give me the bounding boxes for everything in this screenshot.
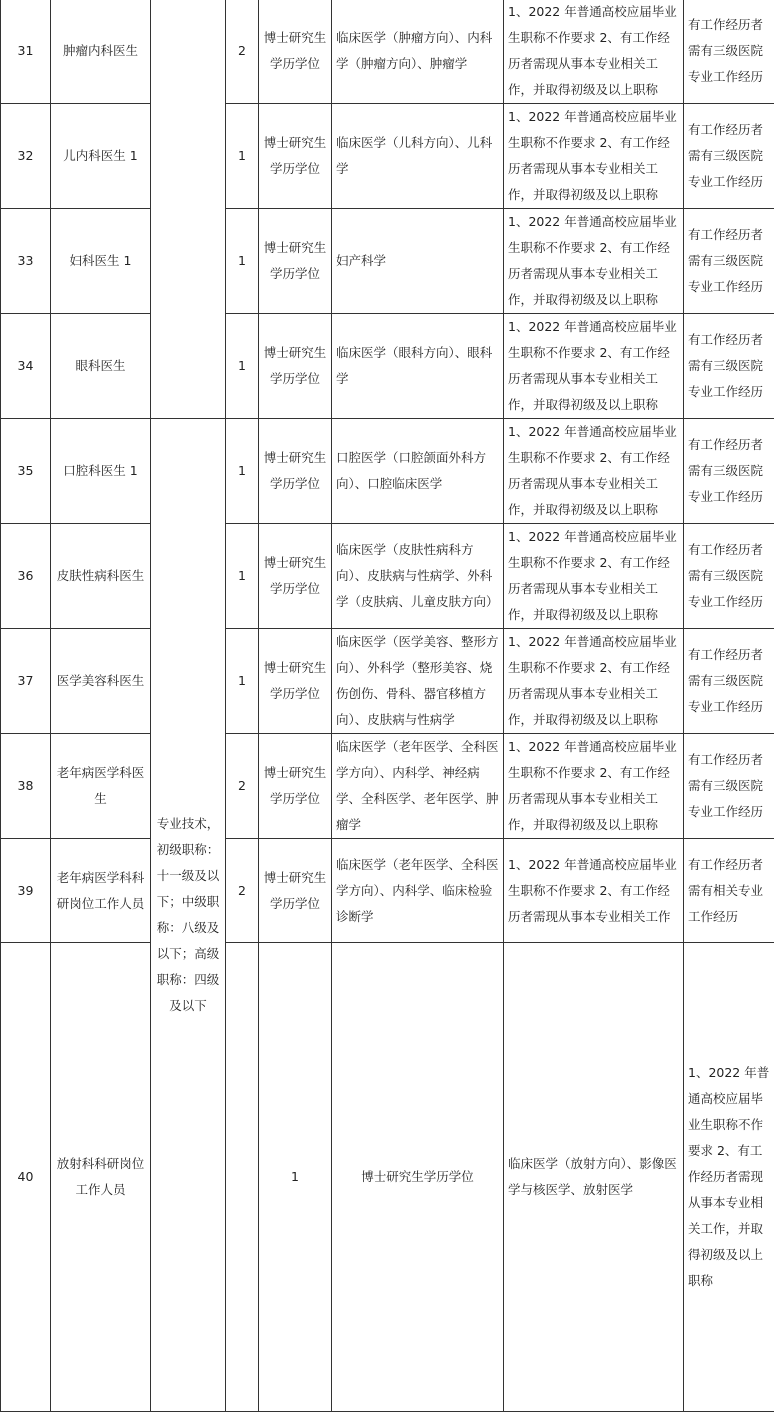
education-requirement: 博士研究生学历学位 — [259, 209, 332, 314]
table-row — [1, 104, 774, 209]
education-requirement: 博士研究生学历学位 — [259, 734, 332, 839]
row-number: 34 — [1, 314, 51, 419]
title-requirement: 1、2022 年普通高校应届毕业生职称不作要求 2、有工作经历者需现从事本专业相关工作，并取得初级及以上职称 — [504, 734, 684, 839]
position-name: 老年病医学科科研岗位工作人员 — [51, 839, 151, 943]
hiring-count: 2 — [226, 734, 259, 839]
title-requirement: 1、2022 年普通高校应届毕业生职称不作要求 2、有工作经历者需现从事本专业相关工作，并取得初级及以上职称 — [684, 943, 774, 1412]
table-row — [1, 524, 774, 629]
row-number: 38 — [1, 734, 51, 839]
row-number: 32 — [1, 104, 51, 209]
table-row — [1, 734, 774, 839]
hiring-count: 1 — [226, 104, 259, 209]
experience-requirement: 有工作经历者需有三级医院专业工作经历 — [684, 209, 774, 314]
experience-requirement: 有工作经历者需有三级医院专业工作经历 — [684, 524, 774, 629]
hiring-count: 1 — [226, 524, 259, 629]
row-number: 31 — [1, 0, 51, 104]
education-requirement: 博士研究生学历学位 — [259, 629, 332, 734]
title-requirement: 1、2022 年普通高校应届毕业生职称不作要求 2、有工作经历者需现从事本专业相关工作，并取得初级及以上职称 — [504, 104, 684, 209]
major-requirement: 临床医学（老年医学、全科医学方向）、内科学、临床检验诊断学 — [332, 839, 504, 943]
title-requirement: 1、2022 年普通高校应届毕业生职称不作要求 2、有工作经历者需现从事本专业相关工作，并取得初级及以上职称 — [504, 314, 684, 419]
major-requirement: 口腔医学（口腔颌面外科方向）、口腔临床医学 — [332, 419, 504, 524]
education-requirement: 博士研究生学历学位 — [332, 943, 504, 1412]
major-requirement: 临床医学（肿瘤方向）、内科学（肿瘤方向）、肿瘤学 — [332, 0, 504, 104]
experience-requirement: 有工作经历者需有三级医院专业工作经历 — [684, 629, 774, 734]
position-name: 医学美容科医生 — [51, 629, 151, 734]
table-body — [1, 0, 774, 1412]
title-requirement: 1、2022 年普通高校应届毕业生职称不作要求 2、有工作经历者需现从事本专业相关工作，并取得初级及以上职称 — [504, 419, 684, 524]
position-name: 肿瘤内科医生 — [51, 0, 151, 104]
major-requirement: 临床医学（医学美容、整形方向）、外科学（整形美容、烧伤创伤、骨科、器官移植方向）、皮肤病与性病学 — [332, 629, 504, 734]
hiring-count: 2 — [226, 839, 259, 943]
education-requirement: 博士研究生学历学位 — [259, 104, 332, 209]
experience-requirement: 有工作经历者需有相关专业工作经历 — [684, 839, 774, 943]
row-number: 35 — [1, 419, 51, 524]
education-requirement: 博士研究生学历学位 — [259, 524, 332, 629]
experience-requirement: 有工作经历者需有三级医院专业工作经历 — [684, 314, 774, 419]
major-requirement: 临床医学（皮肤性病科方向）、皮肤病与性病学、外科学（皮肤病、儿童皮肤方向） — [332, 524, 504, 629]
table-row — [1, 0, 774, 104]
major-requirement: 临床医学（眼科方向）、眼科学 — [332, 314, 504, 419]
experience-requirement: 有工作经历者需有三级医院专业工作经历 — [684, 419, 774, 524]
hiring-count: 1 — [226, 419, 259, 524]
position-name: 皮肤性病科医生 — [51, 524, 151, 629]
hiring-count: 1 — [226, 314, 259, 419]
major-requirement: 临床医学（放射方向）、影像医学与核医学、放射医学 — [504, 943, 684, 1412]
experience-requirement: 有工作经历者需有三级医院专业工作经历 — [684, 734, 774, 839]
major-requirement: 临床医学（儿科方向）、儿科学 — [332, 104, 504, 209]
major-requirement: 妇产科学 — [332, 209, 504, 314]
education-requirement: 博士研究生学历学位 — [259, 839, 332, 943]
title-requirement: 1、2022 年普通高校应届毕业生职称不作要求 2、有工作经历者需现从事本专业相关工作，并取得初级及以上职称 — [504, 209, 684, 314]
position-name: 儿内科医生 1 — [51, 104, 151, 209]
hiring-count: 1 — [259, 943, 332, 1412]
hiring-count: 2 — [226, 0, 259, 104]
table-row — [1, 943, 774, 1412]
experience-requirement: 有工作经历者需有三级医院专业工作经历 — [684, 0, 774, 104]
grade-cell-empty — [151, 0, 226, 419]
row-number: 39 — [1, 839, 51, 943]
table-row — [1, 629, 774, 734]
grade-requirement-text: 专业技术，初级职称：十一级及以下；中级职称：八级及以下；高级职称：四级及以下 — [155, 811, 221, 1019]
row-number: 36 — [1, 524, 51, 629]
position-name: 眼科医生 — [51, 314, 151, 419]
position-name: 妇科医生 1 — [51, 209, 151, 314]
title-requirement: 1、2022 年普通高校应届毕业生职称不作要求 2、有工作经历者需现从事本专业相关工作，并取得初级及以上职称 — [504, 0, 684, 104]
table-row — [1, 314, 774, 419]
hiring-count: 1 — [226, 209, 259, 314]
table-row — [1, 419, 774, 524]
row-number: 40 — [1, 943, 51, 1412]
table-row — [1, 839, 774, 943]
education-requirement: 博士研究生学历学位 — [259, 314, 332, 419]
education-requirement: 博士研究生学历学位 — [259, 0, 332, 104]
row-number: 33 — [1, 209, 51, 314]
experience-requirement: 有工作经历者需有三级医院专业工作经历 — [684, 104, 774, 209]
title-requirement: 1、2022 年普通高校应届毕业生职称不作要求 2、有工作经历者需现从事本专业相关工作，并取得初级及以上职称 — [504, 524, 684, 629]
education-requirement: 博士研究生学历学位 — [259, 419, 332, 524]
grade-cell-empty — [226, 943, 259, 1412]
position-name: 老年病医学科医生 — [51, 734, 151, 839]
row-number: 37 — [1, 629, 51, 734]
grade-requirement — [151, 419, 226, 1412]
hiring-count: 1 — [226, 629, 259, 734]
position-name: 口腔科医生 1 — [51, 419, 151, 524]
title-requirement: 1、2022 年普通高校应届毕业生职称不作要求 2、有工作经历者需现从事本专业相关工作 — [504, 839, 684, 943]
title-requirement: 1、2022 年普通高校应届毕业生职称不作要求 2、有工作经历者需现从事本专业相关工作，并取得初级及以上职称 — [504, 629, 684, 734]
major-requirement: 临床医学（老年医学、全科医学方向）、内科学、神经病学、全科医学、老年医学、肿瘤学 — [332, 734, 504, 839]
table-row — [1, 209, 774, 314]
position-name: 放射科科研岗位工作人员 — [51, 943, 151, 1412]
